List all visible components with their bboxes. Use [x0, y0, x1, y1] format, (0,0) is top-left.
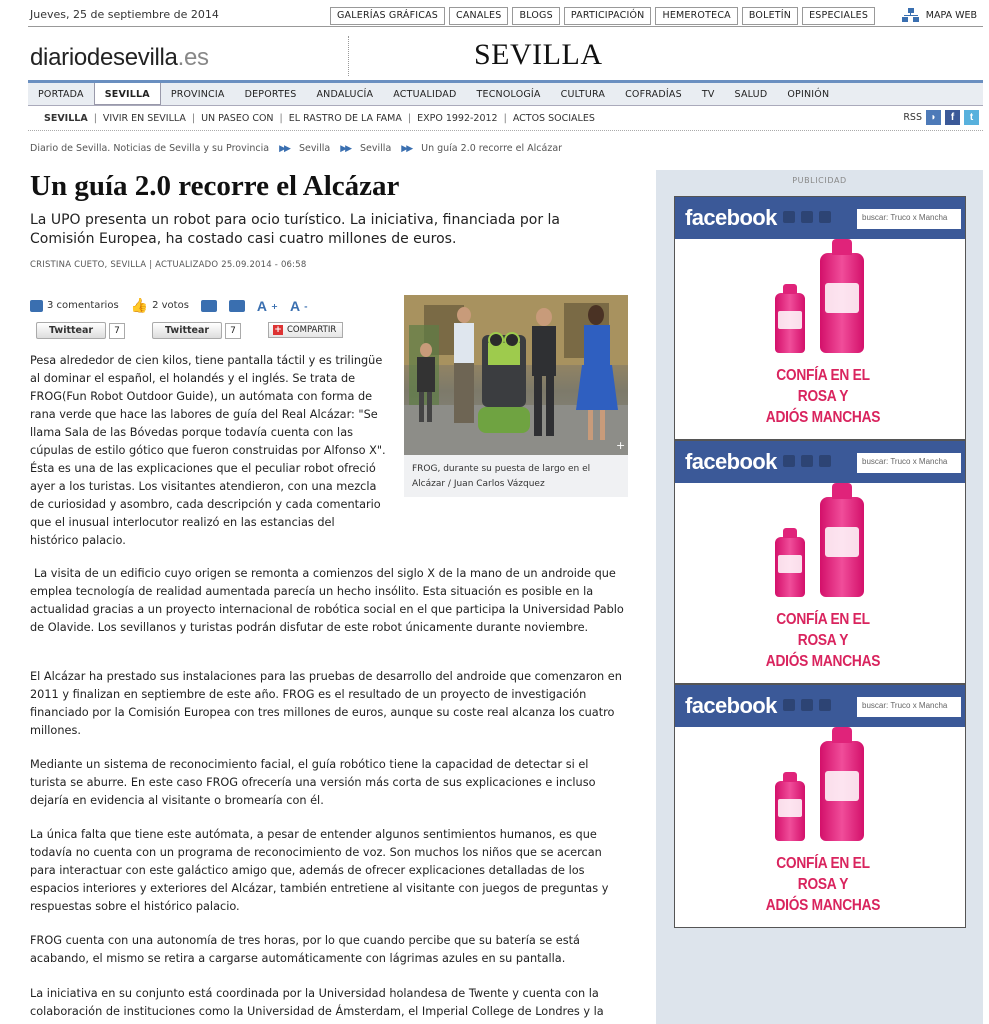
nav-tecnologia[interactable]: TECNOLOGÍA: [476, 89, 541, 100]
robot-photo: [404, 295, 628, 455]
subnav-expo[interactable]: EXPO 1992-2012: [417, 112, 498, 124]
ad-facebook-icons: [783, 699, 831, 711]
article-paragraph: La visita de un edificio cuyo origen se remonta a comienzos del siglo X de la mano de un androide que emplea tecnología de realidad aumentada parecía un hecho insólito. Esta situación es posible en la actualidad gracias a un proyecto internacional de robótica social en el que participa la Universidad Pablo de Olavide. Los sevillanos y turistas podrán disfutar de este robot únicamente durante noviembre.: [30, 567, 624, 634]
ad-facebook-bar: [675, 685, 965, 727]
nav-cultura[interactable]: CULTURA: [560, 89, 606, 100]
ad-slogan-line-2: ADIÓS MANCHAS: [765, 653, 881, 670]
nav-salud[interactable]: SALUD: [734, 89, 768, 100]
logo-tld: .es: [177, 44, 209, 71]
top-links: [330, 7, 875, 25]
breadcrumb-current: Un guía 2.0 recorre el Alcázar: [421, 143, 563, 154]
current-date: Jueves, 25 de septiembre de 2014: [30, 8, 219, 21]
article-paragraph: El Alcázar ha prestado sus instalaciones para las pruebas de desarrollo del androide que comenzaron en 2011 y finalizan en septiembre de este año. FROG es el resultado de un proyecto de investigación financiado por la Comisión Europea con tres millones de euros, aunque su coste real alcanza los cuatro millones.: [30, 670, 622, 737]
tweet-count: 7: [225, 323, 241, 339]
detergent-bottle-small: [775, 781, 805, 841]
messages-icon: [801, 455, 813, 467]
detergent-bottle-small: [775, 293, 805, 353]
nav-actualidad[interactable]: ACTUALIDAD: [393, 89, 457, 100]
subnav-vivir-en-sevilla[interactable]: VIVIR EN SEVILLA: [102, 112, 186, 124]
breadcrumb-sevilla-2[interactable]: Sevilla: [360, 143, 392, 154]
share-button[interactable]: [268, 322, 343, 338]
top-link-especiales[interactable]: ESPECIALES: [802, 7, 875, 25]
nav-andalucia[interactable]: ANDALUCÍA: [316, 89, 374, 100]
detergent-bottle-large: [820, 741, 864, 841]
sub-nav: [28, 106, 983, 130]
article-photo[interactable]: [404, 295, 628, 497]
ad-facebook-icons: [783, 455, 831, 467]
tweet-count: 7: [109, 323, 125, 339]
globe-icon: [819, 699, 831, 711]
comments-count: 3 comentarios: [47, 300, 119, 311]
nav-opinion[interactable]: OPINIÓN: [787, 89, 830, 100]
ad-facebook-icons: [783, 211, 831, 223]
twitter-icon[interactable]: t: [964, 110, 979, 125]
sidebar: [656, 170, 983, 1024]
top-link-galerias[interactable]: GALERÍAS GRÁFICAS: [330, 7, 445, 25]
detergent-bottle-large: [820, 253, 864, 353]
nav-tv[interactable]: TV: [701, 89, 715, 100]
ad-slogan-line-1: CONFÍA EN EL ROSA Y: [776, 367, 870, 405]
nav-sevilla[interactable]: SEVILLA: [94, 83, 161, 105]
site-logo[interactable]: [30, 44, 209, 72]
mapa-web-link[interactable]: [902, 8, 977, 22]
globe-icon: [819, 211, 831, 223]
subnav-separator: |: [191, 112, 196, 124]
top-bar: [28, 4, 983, 28]
top-link-canales[interactable]: CANALES: [449, 7, 508, 25]
nav-cofradias[interactable]: COFRADÍAS: [625, 89, 682, 100]
ad-slogan-line-2: ADIÓS MANCHAS: [765, 409, 881, 426]
friends-icon: [783, 699, 795, 711]
detergent-bottle-large: [820, 497, 864, 597]
thumbs-up-icon: 👍: [130, 297, 149, 313]
robot-photo-illustration: [404, 295, 628, 455]
main-nav: [28, 80, 983, 106]
top-link-blogs[interactable]: BLOGS: [512, 7, 559, 25]
ad-slogan-line-1: CONFÍA EN EL ROSA Y: [776, 611, 870, 649]
facebook-icon[interactable]: f: [945, 110, 960, 125]
top-link-hemeroteca[interactable]: HEMEROTECA: [655, 7, 737, 25]
print-button[interactable]: [229, 300, 245, 312]
tweet-button[interactable]: [36, 322, 125, 339]
ad-search-box: buscar: Truco x Mancha: [857, 209, 961, 229]
plus-icon: +: [274, 325, 282, 335]
breadcrumb-sevilla[interactable]: Sevilla: [298, 143, 331, 154]
section-title: SEVILLA: [474, 38, 603, 71]
ad-banner[interactable]: [674, 440, 966, 684]
tweet-button[interactable]: [152, 322, 241, 339]
ad-slogan: [763, 853, 883, 916]
top-divider: [28, 26, 983, 27]
comment-icon: [30, 300, 43, 312]
mapa-web-label: MAPA WEB: [925, 9, 977, 21]
rss-label: RSS: [903, 112, 922, 123]
votes-link[interactable]: [131, 297, 189, 314]
ad-slogan-line-2: ADIÓS MANCHAS: [765, 897, 881, 914]
ad-search-box: buscar: Truco x Mancha: [857, 697, 961, 717]
svg-text:+: +: [616, 439, 626, 452]
font-increase-button[interactable]: A +: [256, 297, 279, 314]
ad-slogan: [763, 609, 883, 672]
friends-icon: [783, 211, 795, 223]
article-headline: Un guía 2.0 recorre el Alcázar: [30, 170, 400, 202]
comments-link[interactable]: [30, 300, 119, 312]
subnav-un-paseo-con[interactable]: UN PASEO CON: [201, 112, 274, 124]
subnav-separator: |: [407, 112, 412, 124]
messages-icon: [801, 211, 813, 223]
article-paragraph: Pesa alrededor de cien kilos, tiene pantalla táctil y es trilingüe al dominar el español, el holandés y el inglés. Se trata de FROG(Fun Robot Outdoor Guide), un autómata con forma de rana verde que hace las labores de guía del Real Alcázar: "Se llama Sala de las Bóvedas porque todavía cuenta con las cúpulas de estilo gótico que fueron construidas por Alfonso X". Ésta es una de las explicaciones que el peculiar robot ofreció ayer a los turistas. Los visitantes atendieron, con una mezcla de curiosidad y asombro, cada descripción y cada comentario que el inusual interlocutor realizó en las estancias del histórico palacio.: [30, 354, 386, 547]
breadcrumb-home[interactable]: Diario de Sevilla. Noticias de Sevilla y su Provincia: [30, 143, 270, 154]
breadcrumb-arrow-icon: ▶▶: [401, 143, 412, 154]
ad-facebook-bar: [675, 441, 965, 483]
sitemap-icon: [902, 8, 920, 22]
font-decrease-icon: A: [290, 297, 301, 314]
header-divider: [348, 36, 349, 76]
nav-portada[interactable]: PORTADA: [38, 89, 84, 100]
subnav-divider: [28, 130, 983, 131]
detergent-bottle-small: [775, 537, 805, 597]
top-link-boletin[interactable]: BOLETÍN: [742, 7, 798, 25]
facebook-logo: facebook: [685, 205, 777, 230]
social-links: [903, 110, 979, 125]
breadcrumb-arrow-icon: ▶▶: [279, 143, 289, 154]
tweet-label: Twittear: [152, 322, 222, 339]
article-paragraph: La iniciativa en su conjunto está coordinada por la Universidad holandesa de Twente y cuenta con la colaboración de instituciones como la Universidad de Ámsterdam, el Imperial College de Londres y la: [30, 987, 604, 1018]
email-button[interactable]: [201, 300, 217, 312]
font-decrease-button[interactable]: A -: [290, 297, 308, 314]
breadcrumb: [30, 143, 562, 154]
top-link-participacion[interactable]: PARTICIPACIÓN: [564, 7, 652, 25]
subnav-separator: |: [93, 112, 97, 124]
ad-banner[interactable]: [674, 196, 966, 440]
logo-main: diariodesevilla: [30, 44, 178, 71]
subnav-actos-sociales[interactable]: ACTOS SOCIALES: [512, 112, 595, 124]
subnav-separator: |: [503, 112, 507, 124]
ad-facebook-bar: [675, 197, 965, 239]
breadcrumb-arrow-icon: ▶▶: [340, 143, 351, 154]
share-buttons: [36, 322, 352, 342]
article-paragraph: La única falta que tiene este autómata, a pesar de entender algunos sentimientos humanos, es que todavía no cuenta con un programa de reconocimiento de voz. Son muchos los niños que se acercan para interactuar con este galáctico amigo que, además de ofrecer explicaciones detalladas de los espacios interiores y exteriores del Alcázar, también entretiene al visitante con juegos de preguntas y respuestas sobre el histórico palacio.: [30, 828, 609, 913]
nav-deportes[interactable]: DEPORTES: [244, 89, 297, 100]
friends-icon: [783, 455, 795, 467]
photo-caption: FROG, durante su puesta de largo en el Alcázar / Juan Carlos Vázquez: [412, 464, 591, 489]
subnav-sevilla[interactable]: SEVILLA: [44, 112, 88, 124]
email-icon: [201, 300, 217, 312]
article-byline: CRISTINA CUETO, SEVILLA | ACTUALIZADO 25.09.2014 - 06:58: [30, 260, 307, 270]
nav-provincia[interactable]: PROVINCIA: [170, 89, 225, 100]
article-subtitle: La UPO presenta un robot para ocio turístico. La iniciativa, financiada por la Comisión Europea, ha costado casi cuatro millones de euros.: [30, 212, 560, 247]
tweet-label: Twittear: [36, 322, 106, 339]
advertising-label: PUBLICIDAD: [792, 176, 847, 185]
votes-count: 2 votos: [152, 300, 189, 311]
share-label: COMPARTIR: [287, 325, 337, 335]
messages-icon: [801, 699, 813, 711]
font-increase-icon: A: [256, 297, 268, 314]
print-icon: [229, 300, 245, 312]
article-paragraph: Mediante un sistema de reconocimiento facial, el guía robótico tiene la capacidad de detectar si el turista se aburre. En este caso FROG ofrecería una versión más corta de sus explicaciones e incluso dejaría en evidencia al visitante o bromearía con él.: [30, 758, 596, 807]
article-tools: [30, 297, 314, 314]
facebook-logo: facebook: [685, 449, 777, 474]
ad-search-box: buscar: Truco x Mancha: [857, 453, 961, 473]
ad-slogan: [763, 365, 883, 428]
ad-banner[interactable]: [674, 684, 966, 928]
article-paragraph: FROG cuenta con una autonomía de tres horas, por lo que cuando percibe que su batería se está acabando, el mismo se retira a cargarse automáticamente con lágrimas azules en su pantalla.: [30, 934, 580, 965]
ad-slogan-line-1: CONFÍA EN EL ROSA Y: [776, 855, 870, 893]
rss-icon[interactable]: ◗: [926, 110, 941, 125]
subnav-separator: |: [279, 112, 283, 124]
globe-icon: [819, 455, 831, 467]
facebook-logo: facebook: [685, 693, 777, 718]
subnav-el-rastro-de-la-fama[interactable]: EL RASTRO DE LA FAMA: [288, 112, 402, 124]
